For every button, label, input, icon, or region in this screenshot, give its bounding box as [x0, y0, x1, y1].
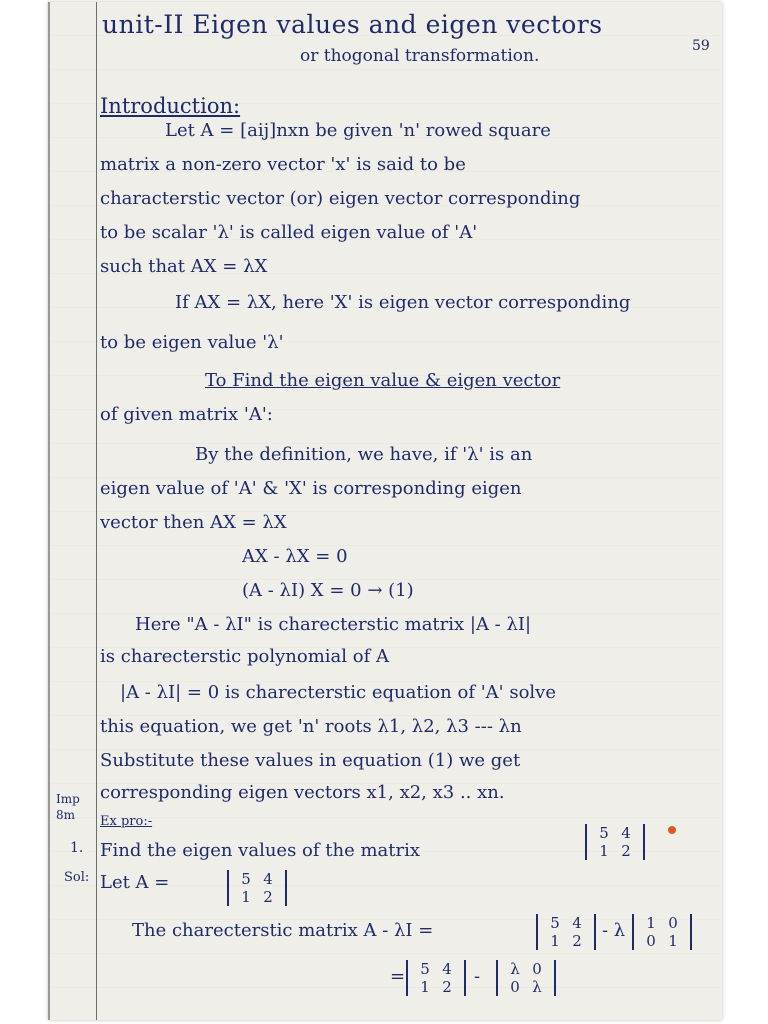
matrix-entry: λ — [510, 960, 520, 978]
matrix-entry: 5 — [420, 960, 430, 978]
minus-lambda: - λ — [602, 920, 626, 941]
example-question: Find the eigen values of the matrix — [100, 840, 421, 861]
matrix-entry: 1 — [241, 888, 251, 906]
matrix-entry: 0 — [510, 978, 520, 996]
question-matrix — [585, 824, 645, 860]
margin-line — [96, 2, 97, 1020]
ink-spot — [668, 826, 676, 834]
example-label: Ex pro:- — [100, 814, 153, 829]
intro-heading: Introduction: — [100, 94, 241, 118]
matrix-entry: 2 — [572, 932, 582, 950]
matrix-entry: 4 — [263, 870, 273, 888]
matrix-entry: 4 — [572, 914, 582, 932]
lambda-matrix — [496, 960, 556, 996]
matrix-entry: 5 — [550, 914, 560, 932]
matrix-entry: 4 — [621, 824, 631, 842]
matrix-entry: 1 — [599, 842, 609, 860]
matrix-entry: 4 — [442, 960, 452, 978]
margin-note-imp: Imp — [56, 792, 80, 806]
margin-note-sol: Sol: — [64, 870, 90, 885]
matrix-entry: 5 — [241, 870, 251, 888]
intro-line: characterstic vector (or) eigen vector corresponding — [100, 188, 581, 209]
margin-note-marks: 8m — [56, 808, 76, 822]
intro-line: to be eigen value 'λ' — [100, 332, 284, 353]
method-line: Substitute these values in equation (1) we get — [100, 750, 521, 771]
method-heading-cont: of given matrix 'A': — [100, 404, 273, 425]
matrix-entry: 1 — [668, 932, 678, 950]
page-title: unit-II Eigen values and eigen vectors — [102, 10, 603, 39]
intro-line: If AX = λX, here 'X' is eigen vector corresponding — [175, 292, 631, 313]
matrix-entry: 1 — [646, 914, 656, 932]
page-subtitle: or thogonal transformation. — [300, 46, 540, 66]
char-matrix-a — [536, 914, 596, 950]
matrix-entry: 2 — [263, 888, 273, 906]
method-line: eigen value of 'A' & 'X' is corresponding eigen — [100, 478, 522, 499]
method-line: Here "A - λI" is charecterstic matrix |A - λI| — [135, 614, 532, 635]
matrix-entry: 0 — [668, 914, 678, 932]
method-line: vector then AX = λX — [100, 512, 287, 533]
method-line: By the definition, we have, if 'λ' is an — [195, 444, 533, 465]
matrix-entry: 1 — [550, 932, 560, 950]
let-a-label: Let A = — [100, 872, 170, 893]
matrix-entry: 0 — [532, 960, 542, 978]
intro-line: Let A = [aij]nxn be given 'n' rowed square — [165, 120, 551, 141]
matrix-entry: 0 — [646, 932, 656, 950]
equals-sign: = — [390, 966, 406, 987]
matrix-entry: 2 — [621, 842, 631, 860]
method-line: |A - λI| = 0 is charecterstic equation of 'A' solve — [120, 682, 556, 703]
matrix-entry: 2 — [442, 978, 452, 996]
identity-matrix — [632, 914, 692, 950]
matrix-entry: λ — [532, 978, 542, 996]
matrix-entry: 5 — [599, 824, 609, 842]
notebook-page — [48, 2, 722, 1020]
minus-sign: - — [474, 966, 481, 987]
margin-note-number: 1. — [70, 840, 84, 856]
let-a-matrix — [227, 870, 287, 906]
matrix-entry: 1 — [420, 978, 430, 996]
intro-line: to be scalar 'λ' is called eigen value of 'A' — [100, 222, 478, 243]
intro-line: matrix a non-zero vector 'x' is said to be — [100, 154, 466, 175]
page-number: 59 — [692, 38, 710, 54]
second-matrix-a — [406, 960, 466, 996]
intro-line: such that AX = λX — [100, 256, 268, 277]
method-line: corresponding eigen vectors x1, x2, x3 .. xn. — [100, 782, 505, 803]
method-line: is charecterstic polynomial of A — [100, 646, 389, 667]
equation-line: AX - λX = 0 — [242, 546, 348, 567]
char-matrix-text: The charecterstic matrix A - λI = — [132, 920, 434, 941]
equation-line: (A - λI) X = 0 → (1) — [242, 580, 414, 601]
method-heading: To Find the eigen value & eigen vector — [205, 370, 561, 391]
method-line: this equation, we get 'n' roots λ1, λ2, λ3 --- λn — [100, 716, 522, 737]
